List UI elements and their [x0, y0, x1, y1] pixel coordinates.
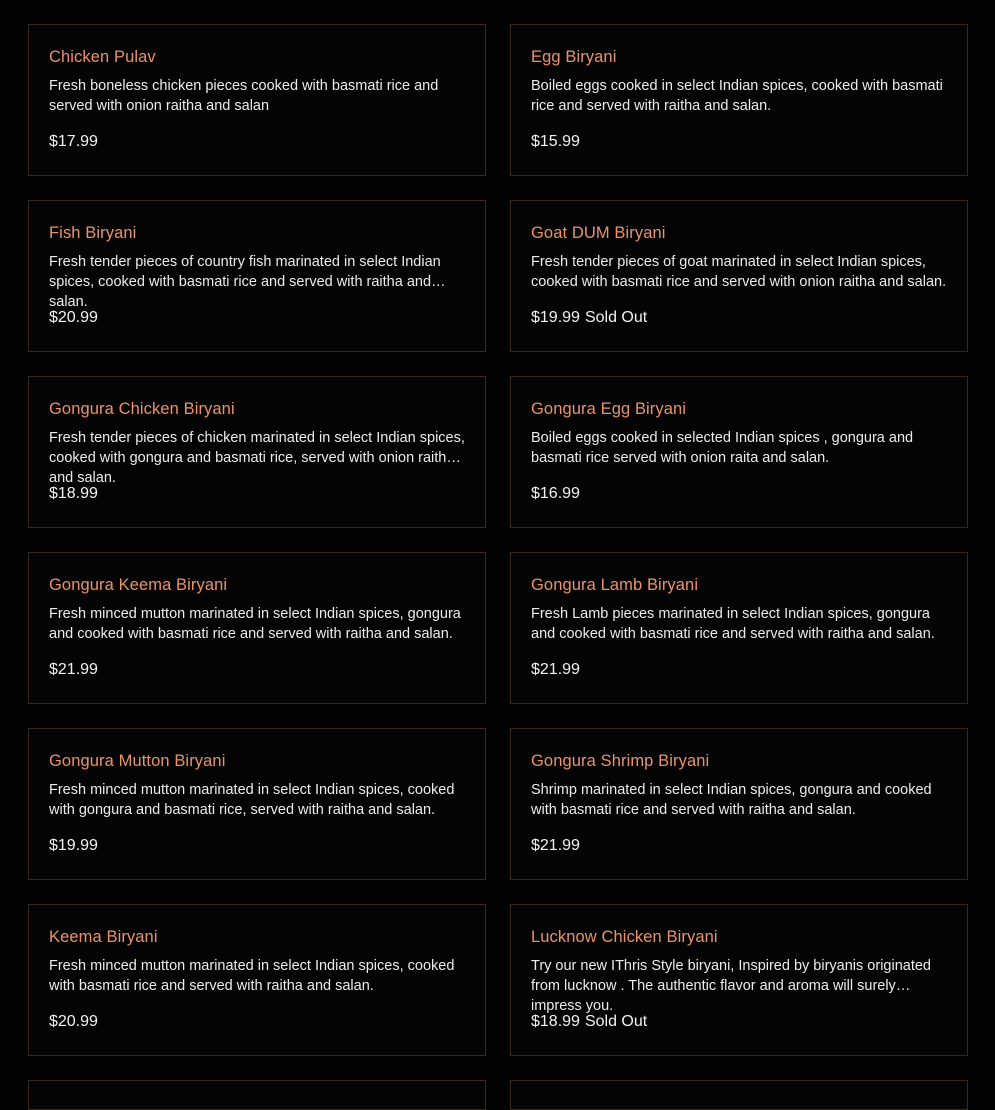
- item-name: Goat DUM Biryani: [531, 224, 666, 242]
- item-description: Fresh Lamb pieces marinated in select Indian spices, gongura and cooked with basmati rice and served with raitha and salan.: [531, 606, 935, 642]
- menu-item-card[interactable]: [510, 200, 968, 352]
- menu-item-card[interactable]: [510, 904, 968, 1056]
- item-price-row: [49, 660, 103, 680]
- item-name: Keema Biryani: [49, 928, 158, 946]
- item-price: $20.99: [49, 1013, 98, 1030]
- item-description: Fresh tender pieces of goat marinated in select Indian spices, cooked with basmati rice and served with onion raitha and salan.: [531, 254, 947, 290]
- item-price-row: [49, 836, 103, 856]
- item-price-row: [531, 660, 585, 680]
- item-name: Gongura Keema Biryani: [49, 576, 228, 594]
- item-price: $18.99: [531, 1013, 580, 1030]
- menu-item-card[interactable]: [510, 376, 968, 528]
- item-price-row: [531, 836, 585, 856]
- item-description: Boiled eggs cooked in selected Indian spices , gongura and basmati rice served with onion raita and salan.: [531, 430, 914, 466]
- item-price: $21.99: [531, 837, 580, 854]
- menu-item-card-partial[interactable]: [28, 1080, 486, 1110]
- item-name: Gongura Chicken Biryani: [49, 400, 235, 418]
- item-name: Gongura Mutton Biryani: [49, 752, 226, 770]
- item-price: $17.99: [49, 133, 98, 150]
- item-name: Egg Biryani: [531, 48, 617, 66]
- item-price: $19.99: [531, 309, 580, 326]
- item-price: $21.99: [49, 661, 98, 678]
- menu-item-card[interactable]: [510, 24, 968, 176]
- item-price-row: [49, 308, 103, 328]
- item-price: $18.99: [49, 485, 98, 502]
- item-description: Fresh tender pieces of country fish marinated in select Indian spices, cooked with basmati rice and served with raitha and salan.: [49, 254, 441, 310]
- menu-item-card[interactable]: [28, 200, 486, 352]
- item-description: Fresh minced mutton marinated in select Indian spices, gongura and cooked with basmati rice and served with raitha and salan.: [49, 606, 461, 642]
- item-price-row: [531, 1012, 647, 1032]
- menu-item-card[interactable]: [28, 552, 486, 704]
- item-description: Fresh boneless chicken pieces cooked with basmati rice and served with onion raitha and salan: [49, 78, 439, 114]
- item-status: Sold Out: [584, 309, 648, 326]
- item-price-row: [49, 484, 103, 504]
- item-price-row: [49, 132, 103, 152]
- item-name: Lucknow Chicken Biryani: [531, 928, 718, 946]
- item-name: Gongura Lamb Biryani: [531, 576, 699, 594]
- item-description: Try our new IThris Style biryani, Inspired by biryanis originated from lucknow . The authentic flavor and aroma will surely impress you.: [531, 958, 931, 1014]
- item-description: Fresh minced mutton marinated in select Indian spices, cooked with gongura and basmati rice, served with raitha and salan.: [49, 782, 455, 818]
- item-price: $21.99: [531, 661, 580, 678]
- item-price-row: [531, 308, 647, 328]
- item-price: $20.99: [49, 309, 98, 326]
- item-name: Fish Biryani: [49, 224, 137, 242]
- item-status: Sold Out: [584, 1013, 648, 1030]
- menu-item-card[interactable]: [28, 728, 486, 880]
- item-price-row: [49, 1012, 103, 1032]
- menu-item-card[interactable]: [28, 376, 486, 528]
- item-description: Shrimp marinated in select Indian spices, gongura and cooked with basmati rice and served with raitha and salan.: [531, 782, 932, 818]
- item-price: $15.99: [531, 133, 580, 150]
- item-description: Fresh minced mutton marinated in select Indian spices, cooked with basmati rice and served with raitha and salan.: [49, 958, 455, 994]
- item-price: $16.99: [531, 485, 580, 502]
- item-name: Gongura Shrimp Biryani: [531, 752, 710, 770]
- menu-item-card[interactable]: [510, 728, 968, 880]
- item-name: Chicken Pulav: [49, 48, 156, 66]
- item-description: Fresh tender pieces of chicken marinated in select Indian spices, cooked with gongura and basmati rice, served with onion raitha and salan.: [49, 430, 465, 486]
- item-description: Boiled eggs cooked in select Indian spices, cooked with basmati rice and served with raitha and salan.: [531, 78, 943, 114]
- item-price: $19.99: [49, 837, 98, 854]
- menu-item-card[interactable]: [28, 904, 486, 1056]
- menu-grid: [28, 24, 968, 1110]
- menu-item-card-partial[interactable]: [510, 1080, 968, 1110]
- menu-item-card[interactable]: [28, 24, 486, 176]
- item-name: Gongura Egg Biryani: [531, 400, 687, 418]
- menu-item-card[interactable]: [510, 552, 968, 704]
- item-price-row: [531, 132, 585, 152]
- item-price-row: [531, 484, 585, 504]
